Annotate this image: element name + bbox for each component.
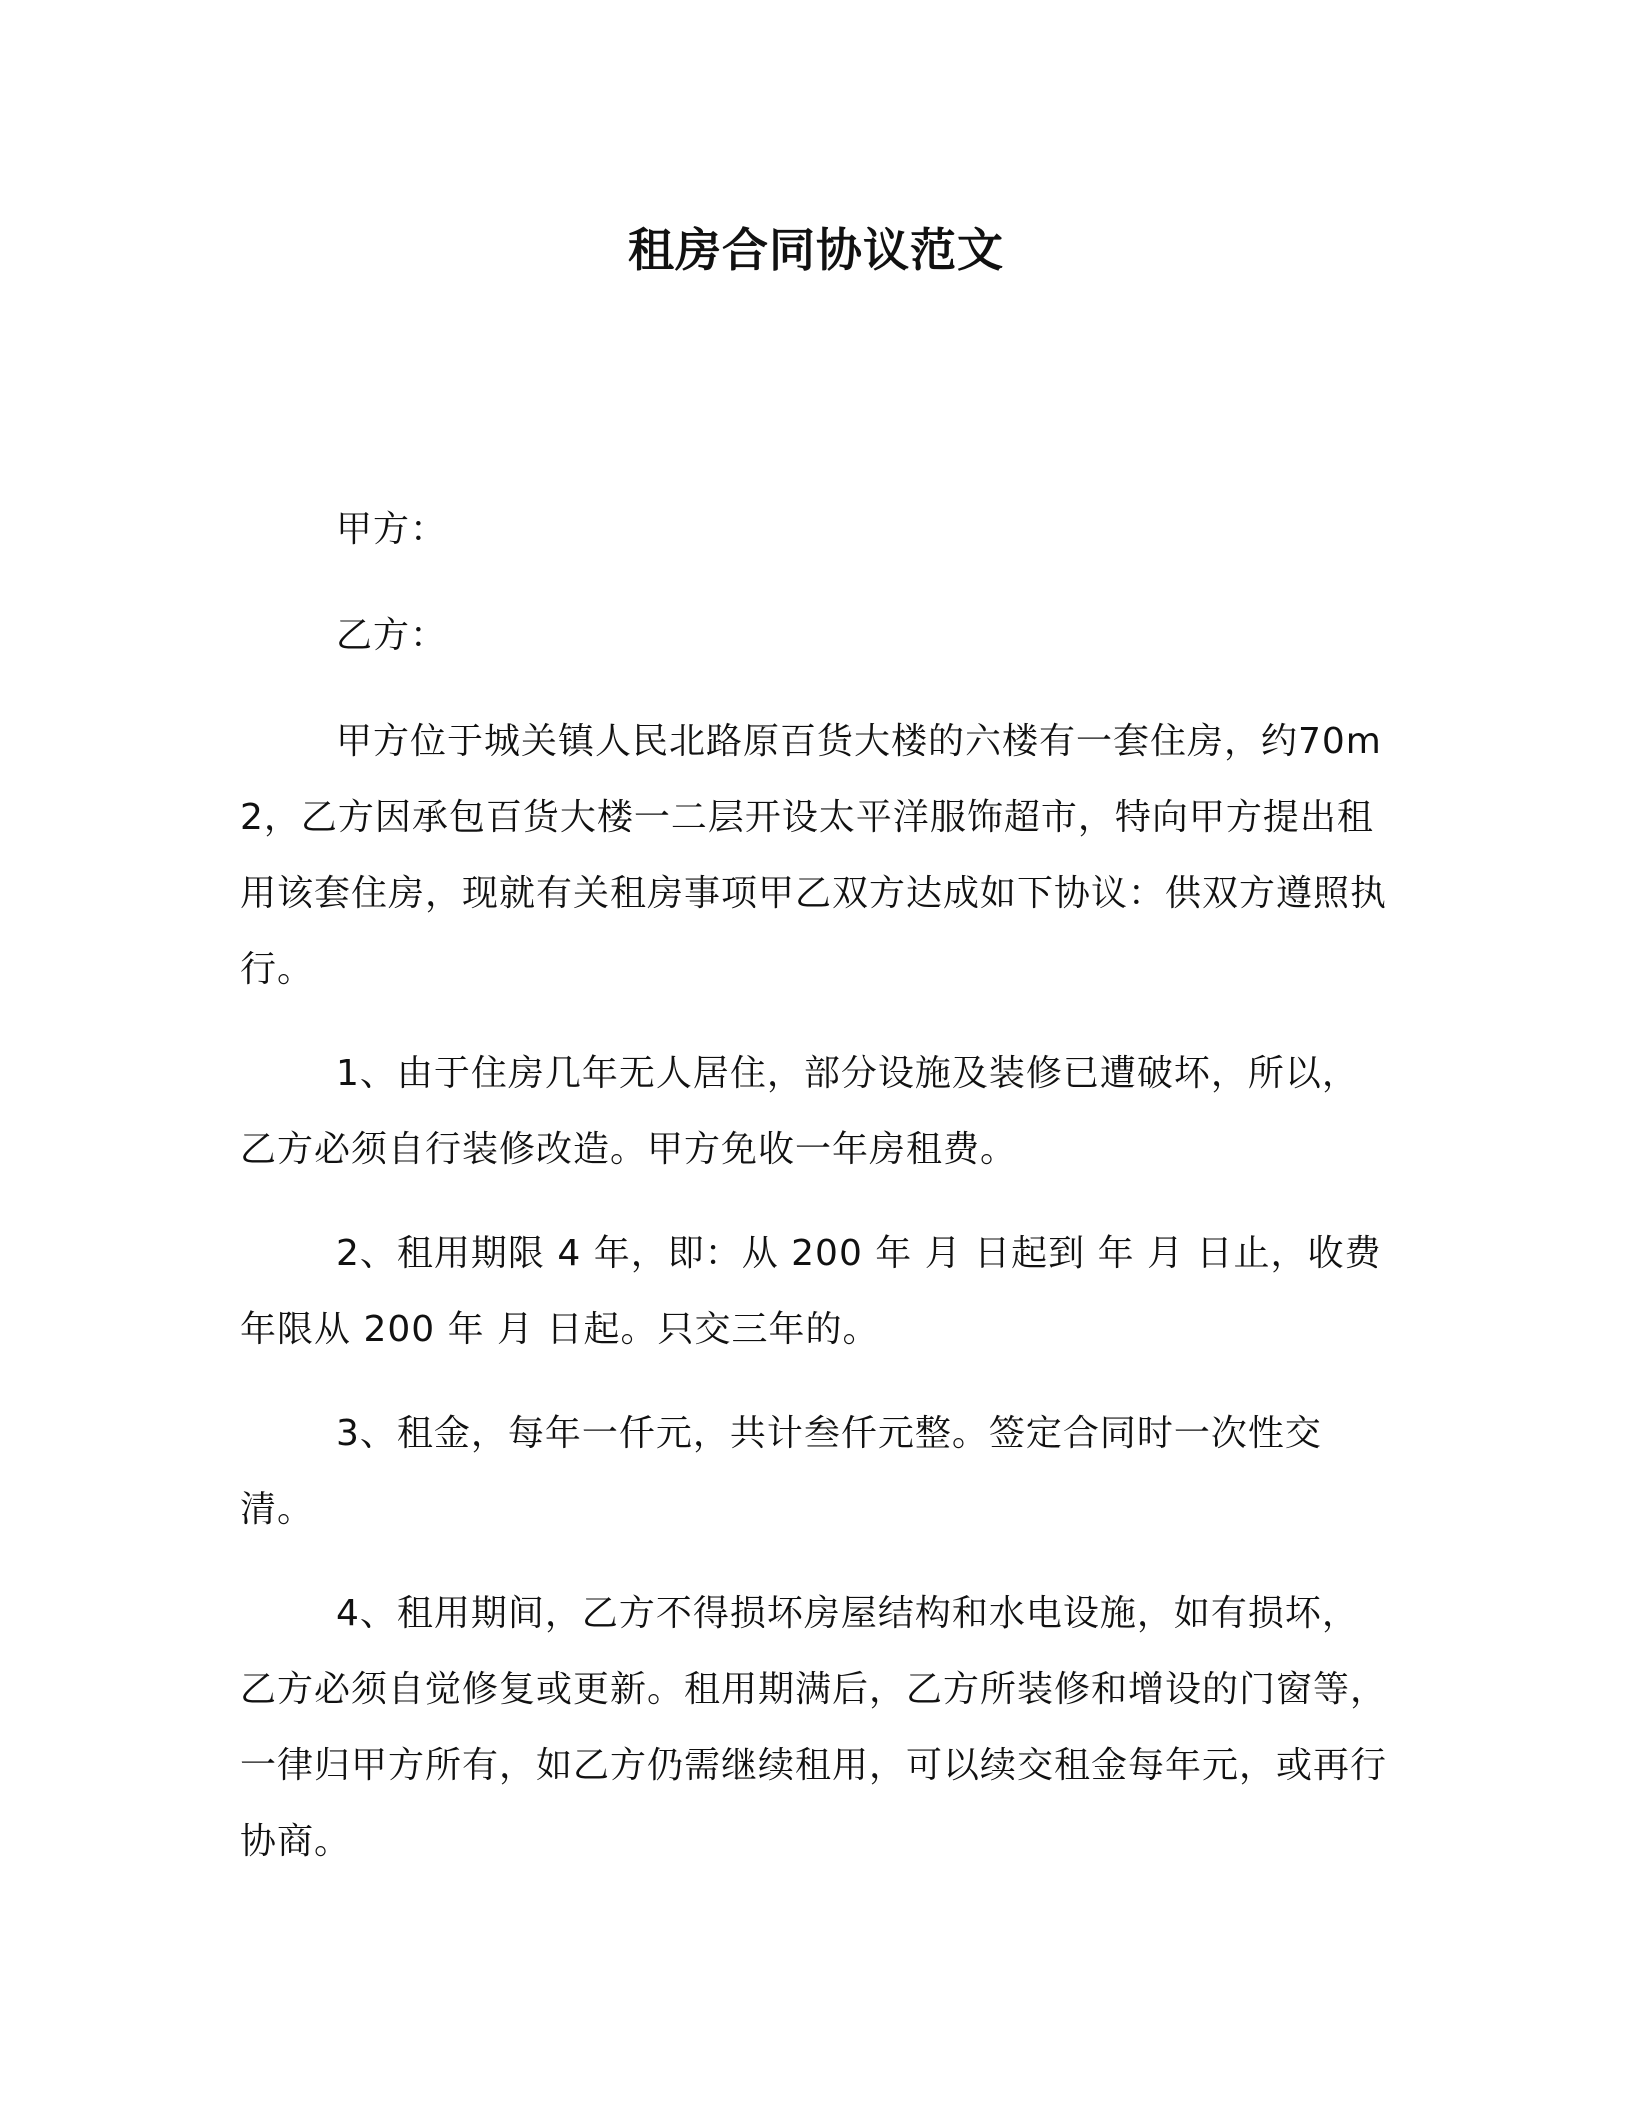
clause-2: 2、租用期限 4 年，即：从 200 年 月 日起到 年 月 日止，收费年限从 200 年 月 日起。只交三年的。: [240, 1233, 1382, 1350]
document-title: 租房合同协议范文: [628, 223, 1004, 277]
clause-1: 1、由于住房几年无人居住，部分设施及装修已遭破坏，所以，乙方必须自行装修改造。甲方免收一年房租费。: [240, 1053, 1359, 1170]
spacer: [240, 1188, 1390, 1216]
document-body: [240, 492, 1390, 1880]
clause-4: 4、租用期间，乙方不得损坏房屋结构和水电设施，如有损坏，乙方必须自觉修复或更新。租用期满后，乙方所装修和增设的门窗等，一律归甲方所有，如乙方仍需继续租用，可以续交租金每年元，或再行协商。: [240, 1593, 1388, 1862]
clause-3: 3、租金，每年一仟元，共计叁仟元整。签定合同时一次性交清。: [240, 1413, 1322, 1530]
spacer: [240, 568, 1390, 598]
spacer: [240, 1368, 1390, 1396]
spacer: [240, 1548, 1390, 1576]
spacer: [240, 1008, 1390, 1036]
spacer: [240, 674, 1390, 704]
party-a-label: 甲方：: [336, 509, 448, 550]
party-b-label: 乙方：: [336, 615, 448, 656]
intro-paragraph: 甲方位于城关镇人民北路原百货大楼的六楼有一套住房，约70m2，乙方因承包百货大楼一二层开设太平洋服饰超市，特向甲方提出租用该套住房，现就有关租房事项甲乙双方达成如下协议：供双方遵照执行。: [240, 721, 1388, 990]
